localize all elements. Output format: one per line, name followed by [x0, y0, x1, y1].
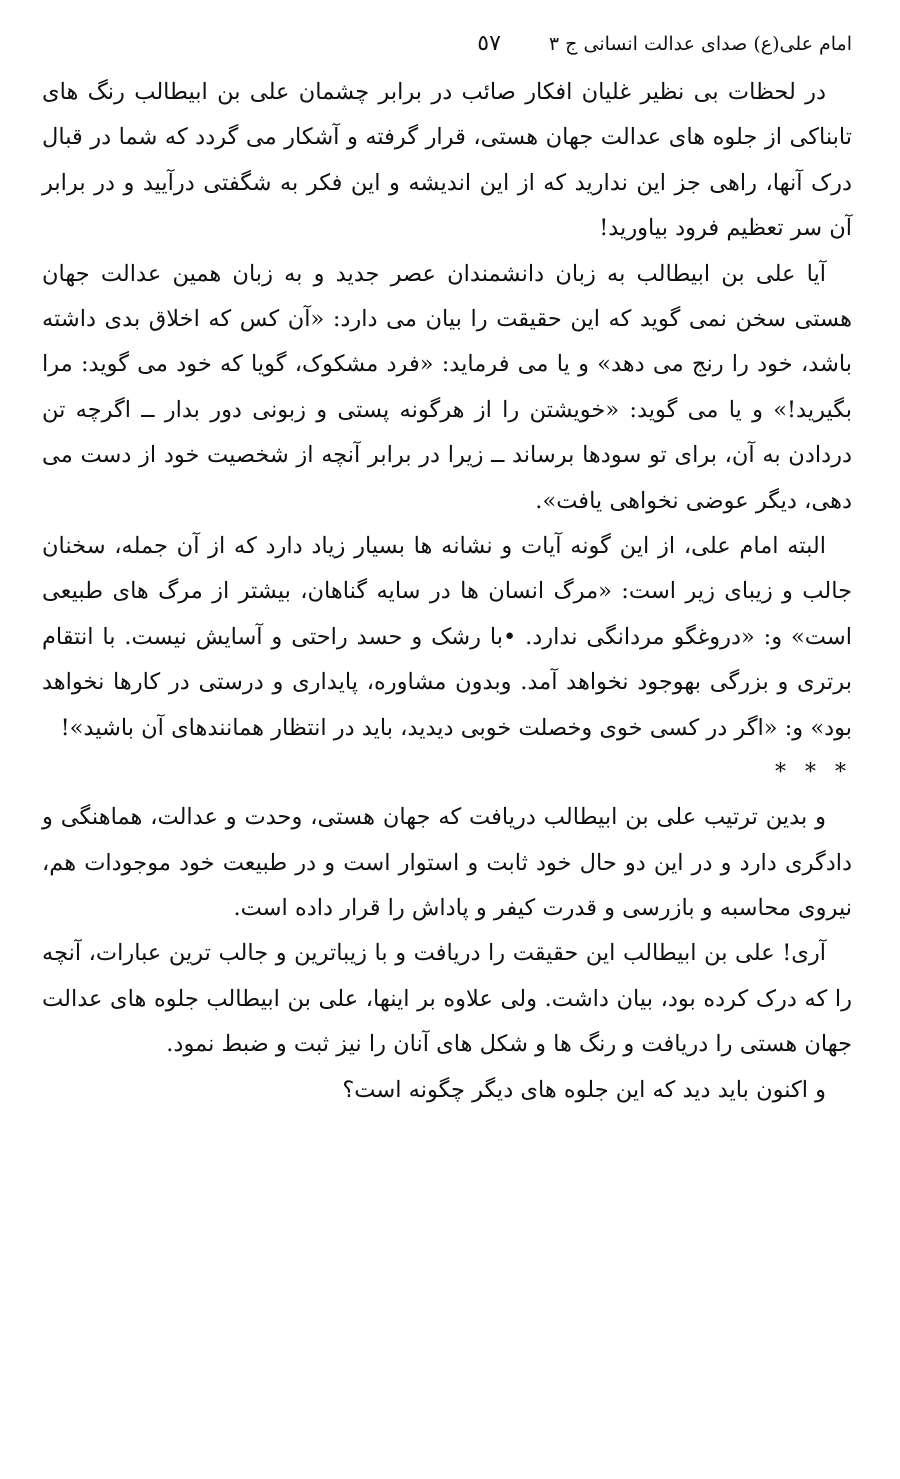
- running-header: [42, 30, 852, 70]
- paragraph: البته امام علی، از این گونه آیات و نشانه ها بسیار زیاد دارد که از آن جمله، سخنان جالب و زیبای زیر است: «مرگ انسان ها در سایه گناهان، بیشتر از مرگ های طبیعی است» و: «دروغگو مردانگی ندارد. •با رشک و حسد راحتی و آسایش نیست. با انتقام برتری و بزرگی بهوجود نخواهد آمد. وبدون مشاوره، پایداری و درستی در کارها نخواهد بود» و: «اگر در کسی خوی وخصلت خوبی دیدید، باید در انتظار همانندهای آن باشید»!: [42, 533, 852, 741]
- section-separator: * * *: [775, 760, 852, 786]
- paragraph: آری! علی بن ابیطالب این حقیقت را دریافت و با زیباترین و جالب ترین عبارات، آنچه را که درک کرده بود، بیان داشت. ولی علاوه بر اینها، علی بن ابیطالب جلوه های عدالت جهان هستی را دریافت و رنگ ها و شکل های آنان را نیز ثبت و ضبط نمود.: [42, 940, 852, 1058]
- paragraph: آیا علی بن ابیطالب به زبان دانشمندان عصر جدید و به زبان همین عدالت جهان هستی سخن نمی گوید که این حقیقت را بیان می دارد: «آن کس که اخلاق بدی داشته باشد، خود را رنج می دهد» و یا می فرماید: «فرد مشکوک، گویا که خود می گوید: مرا بگیرید!» و یا می گوید: «خویشتن را از هرگونه پستی و زبونی دور بدار ــ اگرچه تن دردادن به آن، برای تو سودها برساند ــ زیرا در برابر آنچه از شخصیت خود از دست می دهی، دیگر عوضی نخواهی یافت».: [42, 260, 852, 514]
- paragraph: در لحظات بی نظیر غلیان افکار صائب در برابر چشمان علی بن ابیطالب رنگ های تابناکی از جلوه های عدالت جهان هستی، قرار گرفته و آشکار می گردد که شما در قبال درک آنها، راهی جز این ندارید که از این اندیشه و این فکر به شگفتی درآیید و در برابر آن سر تعظیم فرود بیاورید!: [42, 79, 852, 242]
- body-text: [42, 70, 852, 1113]
- running-title: امام علی(ع) صدای عدالت انسانی ج ٣: [548, 33, 852, 55]
- book-page: [42, 30, 852, 1439]
- paragraph: و بدین ترتیب علی بن ابیطالب دریافت که جهان هستی، وحدت و عدالت، هماهنگی و دادگری دارد و در این دو حال خود ثابت و استوار است و در طبیعت خود موجودات هم، نیروی محاسبه و بازرسی و قدرت کیفر و پاداش را قرار داده است.: [42, 804, 852, 921]
- paragraph: و اکنون باید دید که این جلوه های دیگر چگونه است؟: [342, 1076, 826, 1103]
- page-number: ٥٧: [477, 31, 501, 56]
